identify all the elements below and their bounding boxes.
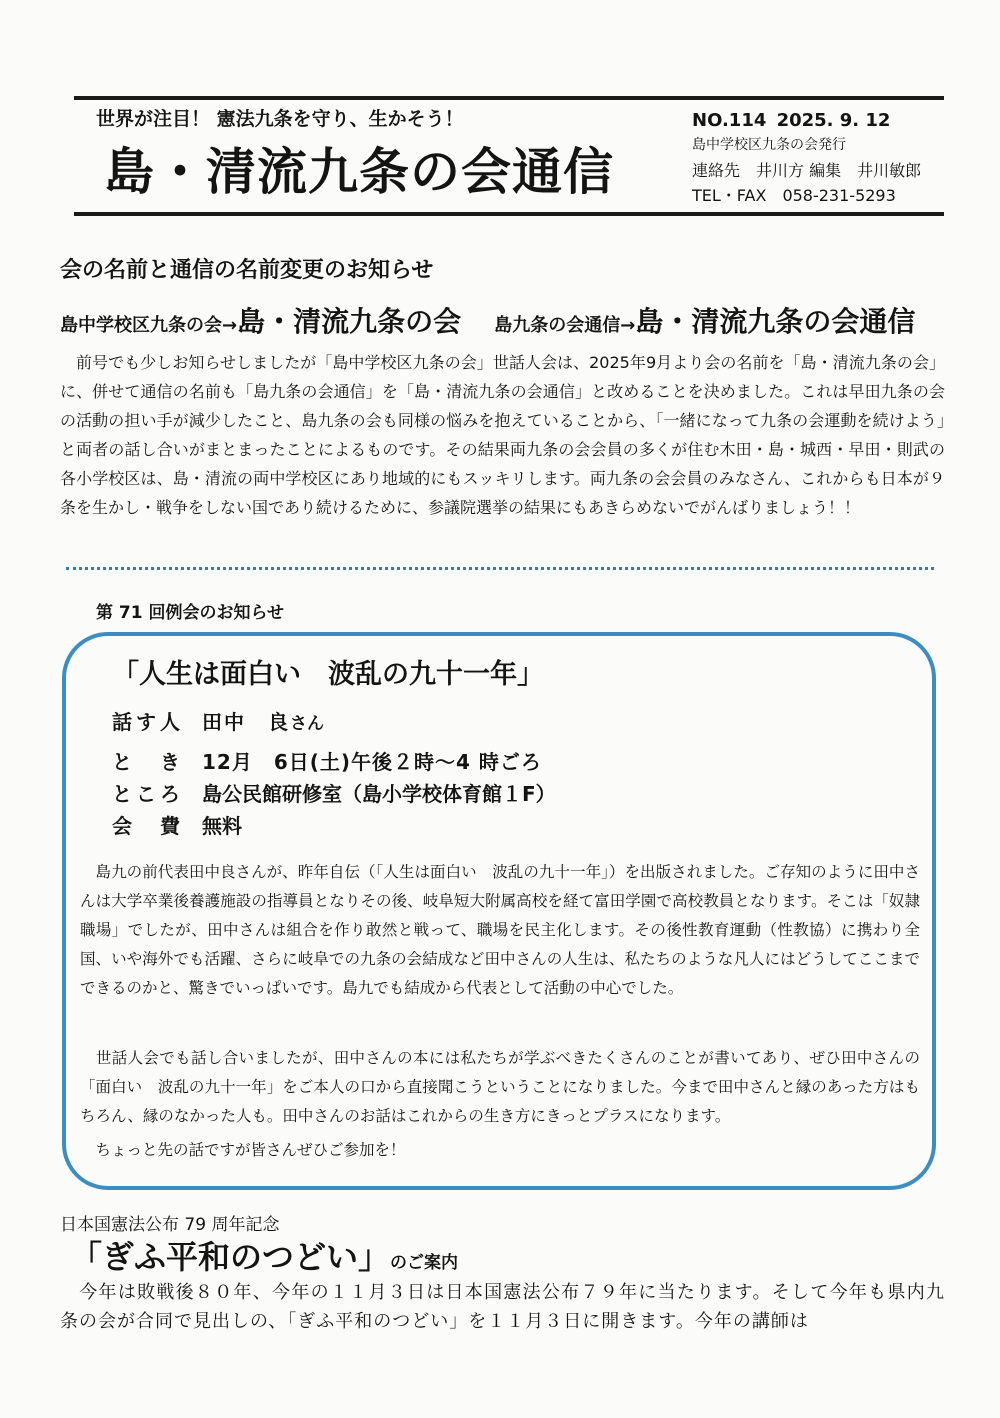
masthead-top-rule xyxy=(74,96,944,100)
place-label: ところ xyxy=(112,782,184,806)
slogan: 世界が注目！ 憲法九条を守り、生かそう！ xyxy=(96,108,464,130)
notice-body: 前号でも少しお知らせしましたが「島中学校区九条の会」世話人会は、2025年9月より会の名前を「島・清流九条の会」に、併せて通信の名前も「島九条の会通信」を「島・清流九条の会通信」と改めることを決めました。これは早田九条の会の活動の担い手が減少したこと、島九条の会も同様の悩みを抱えていることから、「一緒になって九条の会運動を続けよう」と両者の話し合いがまとまったことによるものです。その結果両九条の会会員の多くが住む木田・島・城西・早田・則武の各小学校区は、島・清流の両中学校区にあり地域的にもスッキリします。両九条の会会員のみなさん、これからも日本が９条を生かし・戦争をしない国であり続けるために、参議院選挙の結果にもあきらめないでがんばりましょう！！ xyxy=(60,353,945,517)
gifu-title: 「ぎふ平和のつどい」 xyxy=(70,1238,391,1276)
speaker-label: 話す人 xyxy=(112,710,184,734)
newsletter-title: 島・清流九条の会通信 xyxy=(104,143,614,201)
rename-org-from: 島中学校区九条の会→ xyxy=(60,315,238,336)
gifu-suffix: のご案内 xyxy=(390,1253,459,1273)
issue-number: NO.114 xyxy=(692,110,767,131)
fee-value: 無料 xyxy=(202,814,242,838)
meeting-body-3: ちょっと先の話ですが皆さんぜひご参加を！ xyxy=(80,1141,406,1159)
meeting-heading: 第 71 回例会のお知らせ xyxy=(96,603,284,623)
issue-info xyxy=(692,108,921,208)
contact: 連絡先 井川方 編集 井川敏郎 xyxy=(692,161,922,180)
meeting-body-2: 世話人会でも話し合いましたが、田中さんの本には私たちが学ぶべきたくさんのことが書いてあり、ぜひ田中さんの「面白い 波乱の九十一年」をご本人の口から直接聞こうということになりました。今まで田中さんと縁のあった方はもちろん、縁のなかった人も。田中さんのお話はこれからの生き方にきっとプラスになります。 xyxy=(80,1049,920,1125)
speaker-name: 田中 良 xyxy=(202,710,290,734)
place-value: 島公民館研修室 xyxy=(202,782,342,806)
gifu-title-row xyxy=(70,1232,458,1278)
rename-news-to: 島・清流九条の会通信 xyxy=(635,305,916,338)
publisher: 島中学校区九条の会発行 xyxy=(692,137,846,153)
place-note: （島小学校体育館１F） xyxy=(342,782,556,806)
issue-date: 2025. 9. 12 xyxy=(776,110,891,131)
time-value: 12月 6日(土)午後２時～4 時ごろ xyxy=(202,750,542,774)
notice-heading: 会の名前と通信の名前変更のお知らせ xyxy=(60,258,434,283)
place-row xyxy=(112,778,556,807)
fee-row xyxy=(112,810,242,839)
speaker-suffix: さん xyxy=(290,714,324,734)
rename-line xyxy=(60,300,915,340)
rename-news-from: 島九条の会通信→ xyxy=(494,315,636,336)
time-label: と き xyxy=(112,750,184,774)
time-row xyxy=(112,746,542,775)
section-divider xyxy=(66,567,934,570)
masthead-bottom-rule xyxy=(74,212,944,216)
anniversary-line: 日本国憲法公布 79 周年記念 xyxy=(60,1215,280,1235)
tel-fax: TEL・FAX 058-231-5293 xyxy=(692,186,896,205)
gifu-body: 今年は敗戦後８０年、今年の１１月３日は日本国憲法公布７９年に当たります。そして今年も県内九条の会が合同で見出しの、「ぎふ平和のつどい」を１１月３日に開きます。今年の講師は xyxy=(60,1282,945,1332)
fee-label: 会 費 xyxy=(112,814,184,838)
rename-org-to: 島・清流九条の会 xyxy=(237,305,462,338)
talk-title: 「人生は面白い 波乱の九十一年」 xyxy=(112,659,544,690)
meeting-body-1: 島九の前代表田中良さんが、昨年自伝（「人生は面白い 波乱の九十一年」）を出版されました。ご存知のように田中さんは大学卒業後養護施設の指導員となりその後、岐阜短大附属高校を経て富田学園で高校教員となります。そこは「奴隷職場」でしたが、田中さんは組合を作り敢然と戦って、職場を民主化します。その後性教育運動（性教協）に携わり全国、いや海外でも活躍、さらに岐阜での九条の会結成など田中さんの人生は、私たちのような凡人にはどうしてここまでできるのかと、驚きでいっぱいです。島九でも結成から代表として活動の中心でした。 xyxy=(80,863,920,997)
speaker-row xyxy=(112,706,324,735)
